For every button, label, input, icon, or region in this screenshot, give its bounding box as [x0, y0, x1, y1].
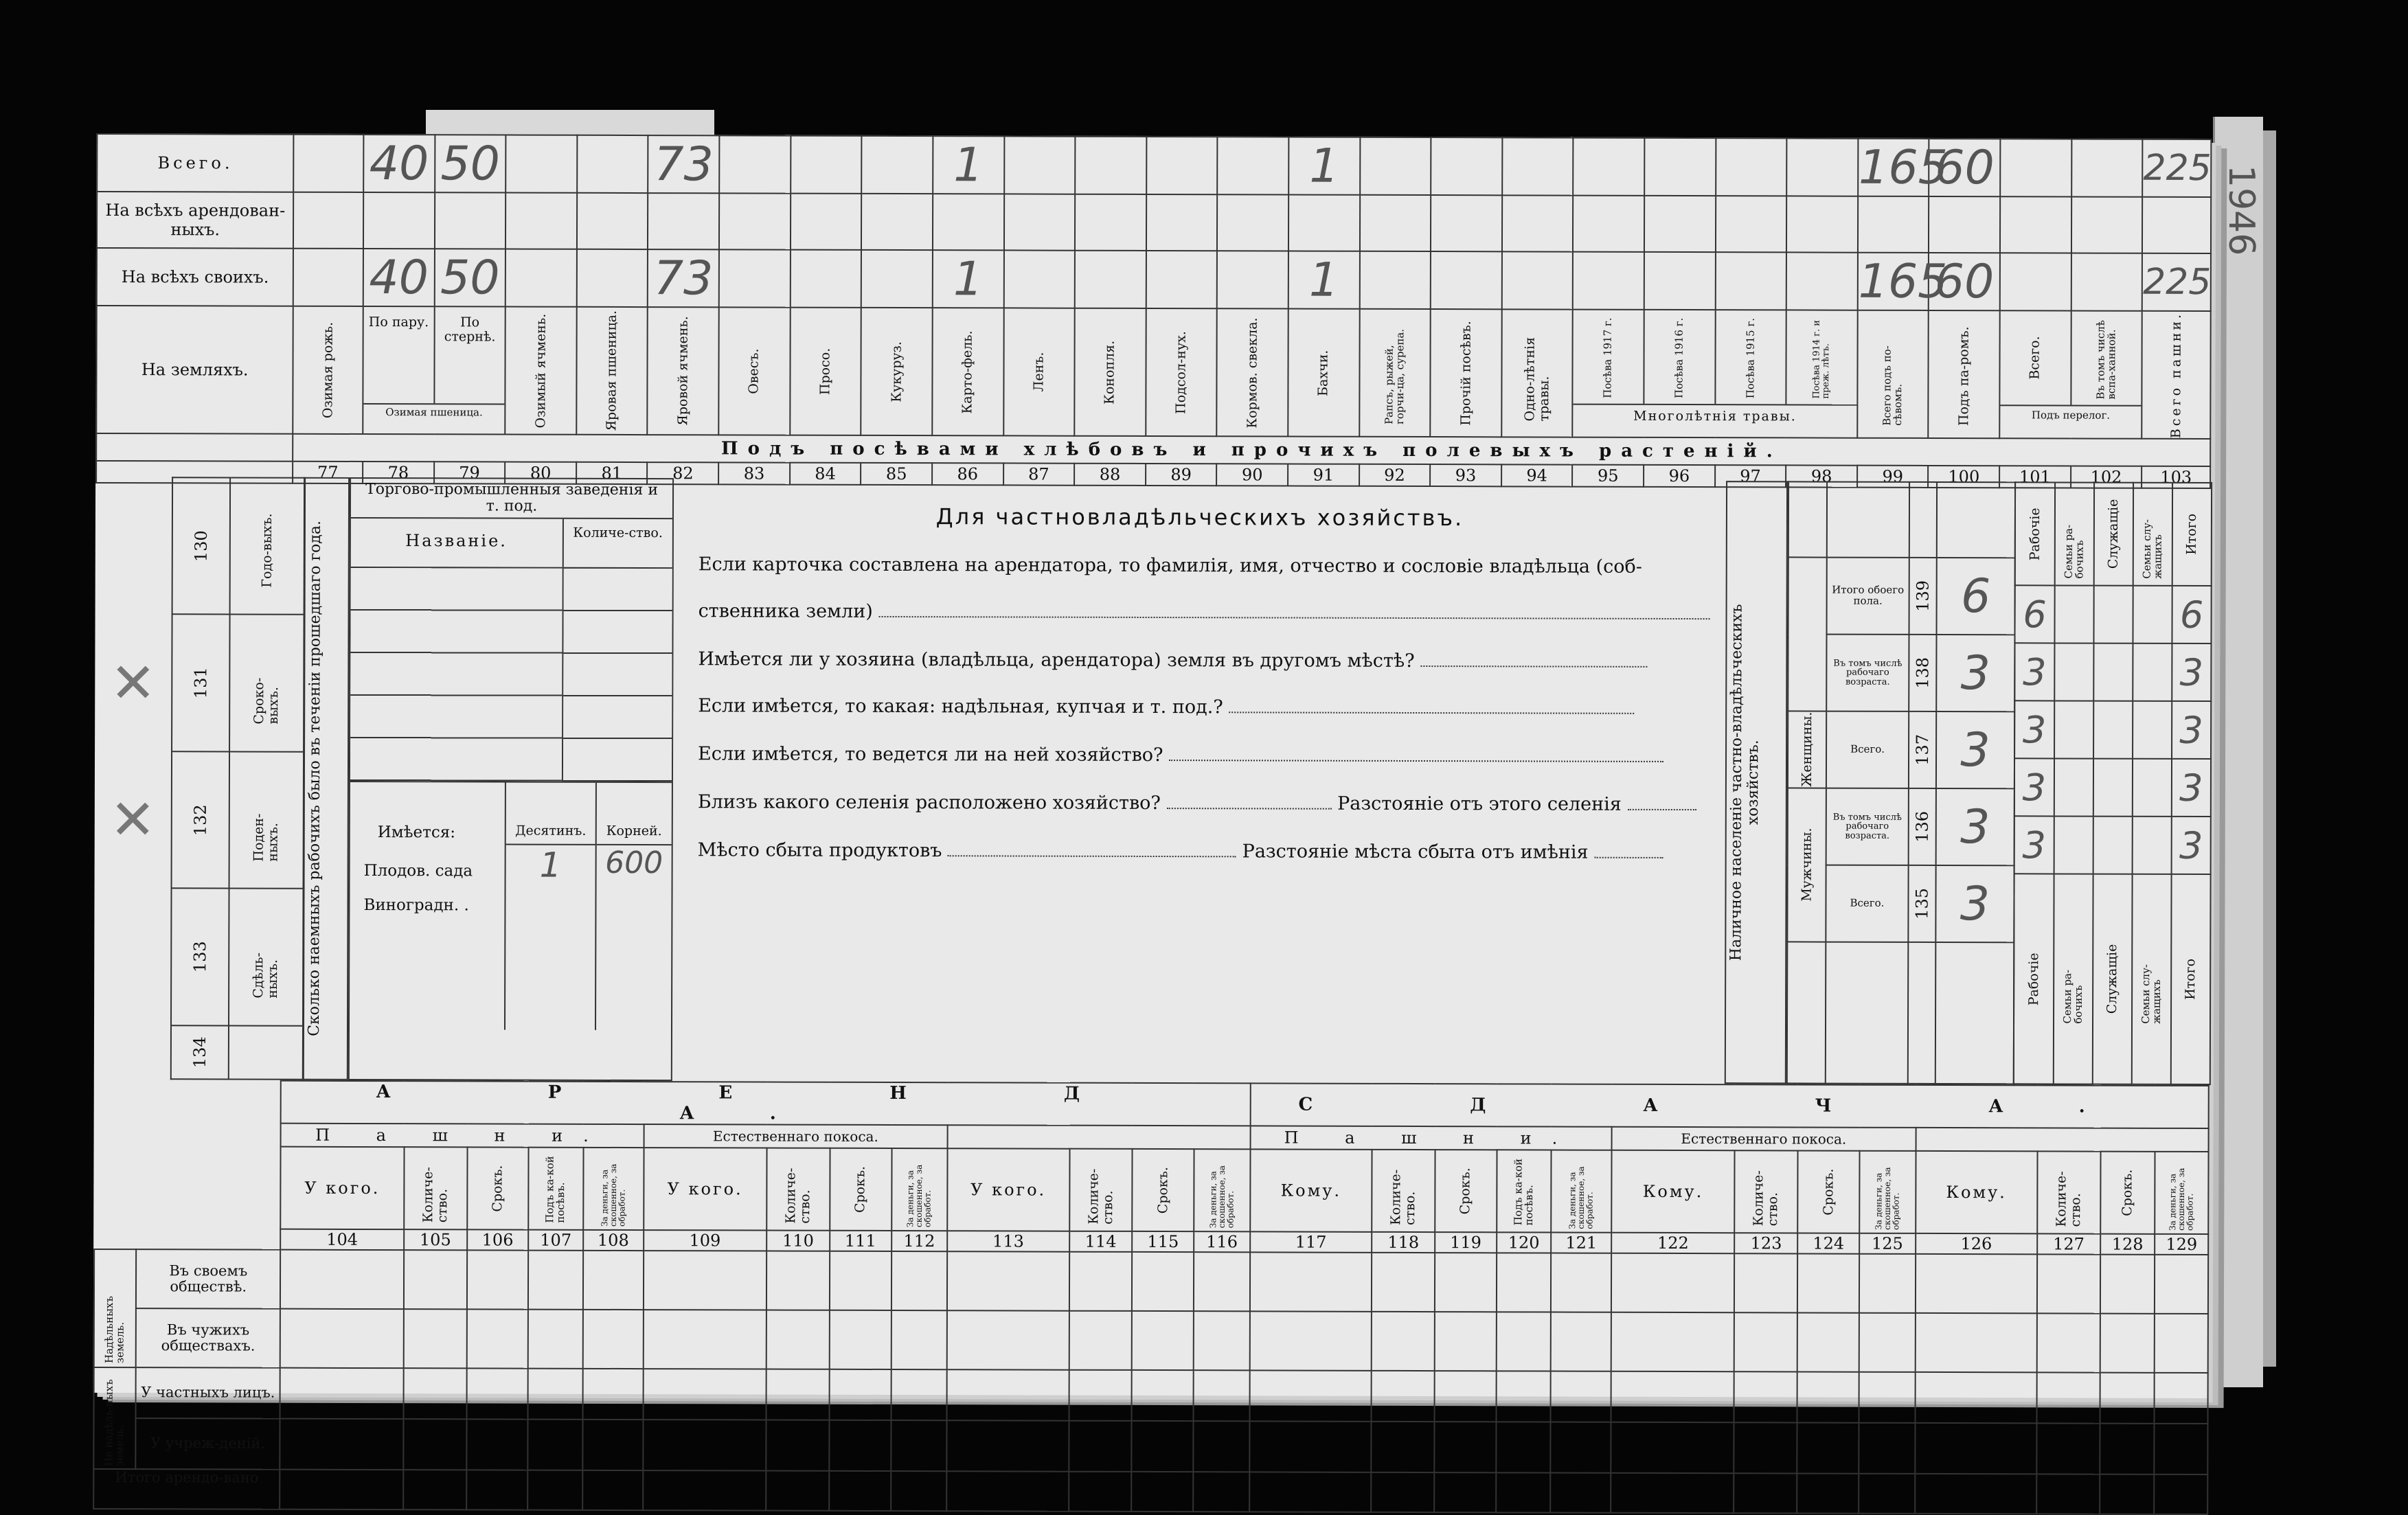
hdr-odnoletnie-travy: Одно-лѣтнія травы. — [1501, 309, 1573, 437]
col-number: 95 — [1572, 465, 1644, 487]
arenda-pokos-header: Естественнаго покоса. — [644, 1124, 948, 1148]
question-market-distance: Разстояніе мѣста сбыта отъ имѣнія — [1242, 841, 1589, 863]
answer-land-type-field[interactable] — [1229, 696, 1634, 714]
col-number: 105 — [404, 1229, 467, 1250]
col-number: 110 — [766, 1231, 830, 1251]
col-number: 90 — [1216, 464, 1288, 486]
hdr-kartofel: Карто-фель. — [932, 308, 1003, 436]
col-number: 115 — [1132, 1231, 1194, 1252]
hdr-za-dengi: За деньги, за скошенное, за обработ. — [891, 1148, 948, 1231]
col-number: 111 — [830, 1231, 891, 1251]
hand-itogo-3: 3 — [2172, 701, 2211, 759]
col-number: 123 — [1735, 1233, 1798, 1253]
hdr-srok: Срокъ. — [1797, 1150, 1859, 1233]
hdr-komu: Кому. — [1611, 1150, 1735, 1233]
hand-rabochie-3: 3 — [2014, 700, 2054, 758]
census-form-card — [93, 133, 2212, 1486]
hdr-poseva-1917: Посѣва 1917 г. — [1574, 310, 1645, 404]
col-number: 81 — [576, 462, 648, 484]
hand-cross-mark: ✕ — [109, 788, 156, 852]
col-number-138: 138 — [1909, 635, 1936, 711]
col-number: 119 — [1435, 1232, 1497, 1253]
hdr-rabochie: Рабочіе — [2015, 482, 2055, 585]
hand-svoih-103: 225 — [2142, 253, 2211, 311]
hdr-kukuruza: Кукуруз. — [861, 308, 933, 436]
crops-table — [95, 133, 2212, 489]
col-number: 80 — [505, 462, 576, 484]
col-number: 92 — [1359, 464, 1431, 486]
trade-establishments-block — [348, 477, 674, 1081]
row-label-itogo: Итого арендо-вано — [93, 1469, 280, 1510]
hdr-po-sterne: По стернѣ. — [444, 315, 496, 345]
hand-rabochie-4: 3 — [2014, 758, 2054, 816]
question-village-distance: Разстояніе отъ этого селенія — [1337, 793, 1622, 815]
col-number: 126 — [1916, 1233, 2038, 1254]
col-number-132: 132 — [172, 751, 230, 889]
col-number-136: 136 — [1909, 788, 1936, 865]
answer-market-distance-field[interactable] — [1594, 842, 1663, 858]
col-number: 79 — [434, 462, 506, 484]
hdr-oves: Овесъ. — [718, 307, 790, 435]
row-label-chuzhih: Въ чужихъ обществахъ. — [136, 1308, 280, 1368]
hand-itogo-2: 3 — [2172, 643, 2211, 701]
hdr-kolichestvo: Количе-ство. — [766, 1148, 830, 1231]
ftr-itogo: Итого — [2171, 874, 2211, 1084]
trade-qty-cell — [563, 569, 672, 782]
hdr-vsego-posevom: Всего подъ по-сѣвомъ. — [1857, 310, 1929, 439]
hdr-kolichestvo: Количе-ство. — [2037, 1151, 2100, 1233]
hand-vsego-79: 50 — [435, 135, 506, 192]
hdr-yarovoi-yachmen: Яровой ячмень. — [648, 307, 719, 435]
col-number: 88 — [1074, 464, 1146, 486]
lease-table — [93, 1080, 2210, 1515]
col-number: 102 — [2071, 466, 2142, 488]
question-land-type: Если имѣется, то какая: надѣльная, купчая и т. под.? — [698, 695, 1223, 718]
hdr-srok: Срокъ. — [467, 1147, 529, 1229]
answer-farming-field[interactable] — [1169, 744, 1663, 762]
col-number: 112 — [891, 1231, 948, 1251]
hdr-pod-parom: Подъ па-ромъ. — [1929, 310, 2000, 439]
ftr-sluzhashie: Служащіе — [2093, 874, 2133, 1084]
hand-vsego-82: 73 — [648, 135, 720, 193]
side-nadelnyh: Надѣльныхъ земель. — [94, 1249, 137, 1367]
hdr-men-vsego: Всего. — [1826, 865, 1908, 942]
col-number: 122 — [1611, 1233, 1735, 1253]
row-label-arendovannyh: На всѣхъ арендован-ныхъ. — [97, 192, 294, 249]
hdr-ozimyi-yachmen: Озимый ячмень. — [506, 307, 577, 435]
hdr-len: Ленъ. — [1003, 308, 1075, 436]
row-chuzhih-obshestvah — [94, 1308, 2208, 1373]
hdr-srok: Срокъ. — [2100, 1152, 2155, 1234]
hand-itogo-5: 3 — [2172, 817, 2211, 874]
hdr-perelog-group: Подъ перелог. — [2000, 405, 2141, 425]
col-number: 106 — [467, 1229, 529, 1250]
hdr-vsego-pashni: Всего пашни. — [2142, 311, 2211, 440]
hdr-perelog-vspahannoi: Въ томъ числѣ вспа-ханной. — [2094, 320, 2118, 400]
col-number: 94 — [1501, 465, 1573, 487]
hand-itogo-4: 3 — [2172, 759, 2211, 817]
hdr-kormov-svekla: Кормов. свекла. — [1217, 308, 1288, 437]
hired-workers-label: Сколько наемныхъ рабочихъ было въ теченіи прошедшаго года. — [303, 477, 350, 1080]
hdr-podsolnuh: Подсол-нух. — [1146, 308, 1217, 437]
col-number: 107 — [528, 1230, 583, 1251]
hand-vsego-78: 40 — [363, 135, 435, 192]
hdr-proso: Просо. — [790, 308, 861, 436]
hdr-konoplya: Конопля. — [1074, 308, 1146, 437]
hdr-srokovyh: Сроко-выхъ. — [229, 615, 304, 752]
hdr-yarovaya-pshenitsa: Яровая пшеница. — [576, 307, 648, 435]
col-number: 83 — [718, 463, 790, 485]
bottom-subheaders — [94, 1146, 2208, 1234]
staff-table — [2013, 481, 2212, 1085]
hand-vsego-99: 165 — [1858, 139, 1929, 196]
hdr-kolichestvo: Количе-ство. — [404, 1147, 467, 1229]
hdr-pod-kakoi: Подъ ка-кой посѣвъ. — [1497, 1150, 1552, 1232]
hdr-za-dengi: За деньги, за скошенное, за обработ. — [583, 1148, 644, 1230]
col-number-133: 133 — [171, 889, 229, 1026]
hdr-bahchi: Бахчи. — [1288, 309, 1359, 437]
hdr-godovyh: Годо-выхъ. — [230, 477, 305, 615]
answer-near-village-field[interactable] — [1167, 793, 1332, 810]
question-market: Мѣсто сбыта продуктовъ — [697, 839, 942, 862]
col-number: 104 — [280, 1229, 404, 1250]
ftr-semi-rabochih: Семьи ра-бочихъ — [2054, 874, 2093, 1084]
korney-header: Корней. — [597, 824, 672, 845]
col-number: 86 — [932, 463, 1003, 485]
hired-workers-table — [94, 477, 305, 1080]
col-number: 87 — [1003, 464, 1075, 486]
row-label-chastnyh: У частныхъ лицъ. — [136, 1367, 280, 1419]
hdr-itogo: Итого — [2172, 483, 2212, 586]
hdr-perelog-vsego: Всего. — [2000, 311, 2071, 405]
col-number: 93 — [1430, 464, 1501, 486]
question-owner: Если карточка составлена на арендатора, то фамилія, имя, отчество и сословіе владѣльца (соб- — [698, 554, 1642, 578]
col-number: 109 — [644, 1230, 767, 1251]
col-number: 100 — [1929, 466, 2000, 488]
hdr-srok: Срокъ. — [1435, 1150, 1497, 1232]
col-number: 108 — [583, 1230, 644, 1251]
trade-qty-header: Количе-ство. — [573, 525, 663, 541]
hand-rabochie-5: 3 — [2014, 816, 2054, 874]
desyatin-header: Десятинъ. — [506, 824, 595, 845]
hdr-women-working: Въ томъ числѣ рабочаго возраста. — [1826, 635, 1909, 711]
col-number-131: 131 — [172, 615, 230, 752]
form-title: Для частновладѣльческихъ хозяйствъ. — [935, 503, 1464, 532]
hand-pop-139: 6 — [1937, 558, 2015, 635]
hand-svoih-100: 60 — [1929, 253, 2000, 310]
hdr-ozimaya-pshenitsa — [363, 306, 506, 435]
row-arendovannyh — [97, 192, 2211, 253]
band-pod-posevami: Подъ посѣвами хлѣбовъ и прочихъ полевыхъ растеній. — [293, 434, 2211, 466]
col-number: 125 — [1859, 1233, 1916, 1254]
row-uchrezhdenii — [93, 1418, 2207, 1474]
col-number: 84 — [790, 463, 861, 485]
hdr-za-dengi: За деньги, за скошенное, за обработ. — [1859, 1151, 1916, 1233]
hdr-pod-perelog — [1999, 310, 2142, 439]
hdr-komu: Кому. — [1250, 1149, 1372, 1231]
hand-svoih-78: 40 — [363, 249, 435, 306]
row-itogo-arendovano — [93, 1469, 2207, 1514]
hdr-semi-sluzhashih: Семьи слу-жащихъ — [2133, 483, 2172, 586]
hand-vsego-100: 60 — [1929, 139, 2001, 196]
col-number: 97 — [1715, 465, 1786, 487]
question-near-village: Близъ какого селенія расположено хозяйство? — [697, 791, 1161, 815]
sdacha-pashni-header: П а ш н и. — [1250, 1126, 1611, 1150]
hdr-za-dengi: За деньги, за скошенное, за обработ. — [1194, 1149, 1250, 1231]
col-number: 113 — [947, 1231, 1069, 1251]
col-number: 98 — [1786, 466, 1857, 488]
hand-svoih-91: 1 — [1288, 251, 1360, 309]
arenda-header: А Р Е Н Д А. — [281, 1081, 1251, 1126]
hand-svoih-82: 73 — [648, 249, 719, 307]
col-number: 85 — [861, 463, 932, 485]
hand-pop-137: 3 — [1936, 711, 2014, 788]
hand-svoih-86: 1 — [933, 250, 1004, 308]
col-number: 121 — [1551, 1233, 1611, 1253]
col-number: 118 — [1372, 1232, 1435, 1253]
hdr-u-kogo: У кого. — [280, 1147, 404, 1229]
ftr-semi-sluzhashih: Семьи слу-жащихъ — [2132, 874, 2172, 1084]
middle-section — [94, 477, 2211, 1085]
row-chastnyh-lits — [94, 1367, 2208, 1424]
hand-pop-135: 3 — [1935, 865, 2014, 942]
col-number-135: 135 — [1908, 865, 1935, 942]
hand-svoih-79: 50 — [434, 249, 506, 306]
trade-header: Торгово-промышленныя заведенія и т. под. — [351, 479, 672, 520]
col-number-139: 139 — [1909, 558, 1937, 635]
question-land-elsewhere: Имѣется ли у хозяина (владѣльца, арендатора) земля въ другомъ мѣстѣ? — [698, 648, 1415, 672]
col-number: 117 — [1250, 1231, 1372, 1252]
hdr-women: Женщины. — [1788, 711, 1826, 788]
answer-village-distance-field[interactable] — [1627, 794, 1696, 810]
population-label: Наличное населеніе частно-владѣльческихъ хозяйствъ. — [1725, 481, 1788, 1084]
hdr-ozimaya-pshenitsa-group: Озимая пшеница. — [363, 403, 504, 421]
hdr-itogo-obshe: Итого обоего пола. — [1827, 558, 1909, 635]
hdr-za-dengi: За деньги, за скошенное, за обработ. — [1551, 1150, 1611, 1233]
hdr-prochii-posev: Прочій посѣвъ. — [1430, 309, 1501, 437]
hdr-sluzhashie: Служащіе — [2094, 483, 2133, 586]
hdr-women-vsego: Всего. — [1826, 711, 1909, 788]
plodov-sada-label: Плодов. сада — [363, 862, 473, 880]
col-number: 129 — [2155, 1234, 2208, 1255]
hand-rabochie-2: 3 — [2014, 643, 2054, 700]
hdr-poseva-1916: Посѣва 1916 г. — [1644, 310, 1716, 404]
hand-rabochie-1: 6 — [2014, 585, 2054, 643]
trade-name-cell — [350, 568, 563, 782]
hdr-men: Мужчины. — [1787, 788, 1826, 942]
hdr-podennyh: Поден-ныхъ. — [229, 751, 304, 889]
row-label-uchrezhdenii: У учреж-деній. — [136, 1418, 280, 1470]
hdr-u-kogo: У кого. — [644, 1148, 767, 1230]
hdr-poseva-1915: Посѣва 1915 г. — [1716, 310, 1787, 404]
col-number: 114 — [1069, 1231, 1133, 1252]
col-number: 103 — [2142, 466, 2210, 488]
col-number: 128 — [2100, 1234, 2155, 1255]
row-svoih — [97, 248, 2211, 311]
sdacha-header: С Д А Ч А. — [1250, 1083, 2208, 1128]
question-farming: Если имѣется, то ведется ли на ней хозяйство? — [698, 743, 1163, 766]
hdr-kolichestvo: Количе-ство. — [1735, 1150, 1798, 1233]
col-number: 101 — [1999, 466, 2071, 488]
col-number: 96 — [1644, 465, 1715, 487]
arenda-pashni-header: П а ш н и. — [281, 1124, 644, 1148]
side-nenadelnyh: Не надѣль-ныхъ земель. — [93, 1367, 136, 1469]
hand-cross-mark: ✕ — [110, 650, 157, 715]
private-estates-questions — [672, 478, 1726, 1084]
hdr-komu: Кому. — [1916, 1151, 2038, 1233]
hand-vsego-103: 225 — [2142, 139, 2211, 197]
hdr-kolichestvo: Количе-ство. — [1069, 1149, 1133, 1231]
hdr-srok: Срокъ. — [830, 1148, 891, 1231]
col-number: 78 — [363, 462, 434, 483]
col-number: 120 — [1497, 1232, 1552, 1253]
col-number-134: 134 — [171, 1025, 229, 1079]
hdr-mnogoletnie-travy — [1573, 310, 1858, 438]
hand-vsego-91: 1 — [1288, 137, 1360, 195]
hdr-pod-kakoi: Подъ ка-кой посѣвъ. — [528, 1148, 583, 1230]
hdr-mnogoletnie-group: Многолѣтнія травы. — [1574, 404, 1857, 429]
row-svoem-obshestve — [94, 1249, 2208, 1314]
answer-owner-field[interactable] — [878, 601, 1710, 619]
hdr-raps: Рапсъ, рыжей, горчи-ца, сурепа. — [1359, 309, 1431, 437]
hdr-ozimaya-rozh: Озимая рожь. — [293, 306, 363, 435]
imeetsya-label: Имѣется: — [377, 823, 456, 842]
col-number: 124 — [1797, 1233, 1859, 1253]
question-owner-cont: ственника земли) — [698, 600, 873, 622]
hand-desyatin: 1 — [539, 845, 562, 886]
hdr-po-paru: По пару. — [363, 307, 435, 403]
answer-market-field[interactable] — [948, 840, 1236, 857]
population-table — [1786, 481, 2016, 1084]
trade-name-header: Названіе. — [351, 519, 564, 567]
row-label-svoih: На всѣхъ своихъ. — [97, 248, 294, 306]
hdr-za-dengi: За деньги, за скошенное, за обработ. — [2155, 1152, 2209, 1234]
row-label-svoem: Въ своемъ обществѣ. — [136, 1249, 280, 1309]
hand-pop-136: 3 — [1936, 788, 2014, 865]
hand-itogo-1: 6 — [2172, 586, 2211, 643]
col-number: 99 — [1857, 466, 1929, 488]
page-stack-edge-inner — [2213, 117, 2263, 1387]
hand-svoih-99: 165 — [1858, 253, 1929, 310]
col-number: 127 — [2037, 1233, 2100, 1254]
col-number: 77 — [293, 462, 363, 483]
answer-land-elsewhere-field[interactable] — [1420, 650, 1647, 668]
row-label-na-zemlyah: На земляхъ. — [96, 306, 293, 434]
ftr-rabochie: Рабочіе — [2014, 874, 2054, 1084]
hdr-u-kogo: У кого. — [947, 1148, 1069, 1231]
col-number: 89 — [1146, 464, 1217, 486]
col-number-130: 130 — [172, 477, 231, 615]
col-number: 82 — [648, 462, 719, 484]
sdacha-pokos-header: Естественнаго покоса. — [1611, 1127, 1916, 1151]
hdr-poseva-1914: Посѣва 1914 г. и преж. лѣтъ. — [1811, 320, 1832, 399]
col-number-137: 137 — [1909, 711, 1936, 788]
hdr-men-working: Въ томъ числѣ рабочаго возраста. — [1826, 788, 1909, 865]
hdr-kolichestvo: Количе-ство. — [1372, 1150, 1435, 1232]
row-label-vsego: Всего. — [97, 134, 294, 192]
hdr-sdelnyh: Сдѣль-ныхъ. — [229, 889, 304, 1026]
row-headers — [96, 306, 2210, 439]
hand-pop-138: 3 — [1936, 635, 2014, 711]
col-number: 91 — [1288, 464, 1359, 486]
col-number: 116 — [1194, 1231, 1250, 1252]
hand-vsego-86: 1 — [933, 136, 1004, 194]
hdr-semi-rabochih: Семьи ра-бочихъ — [2055, 482, 2094, 585]
hand-korney: 600 — [605, 845, 663, 881]
edge-handwritten-number: 1946 — [2220, 165, 2262, 256]
hdr-srok: Срокъ. — [1133, 1149, 1194, 1231]
row-vsego — [97, 134, 2211, 197]
vinograd-label: Виноградн. . — [363, 896, 469, 915]
